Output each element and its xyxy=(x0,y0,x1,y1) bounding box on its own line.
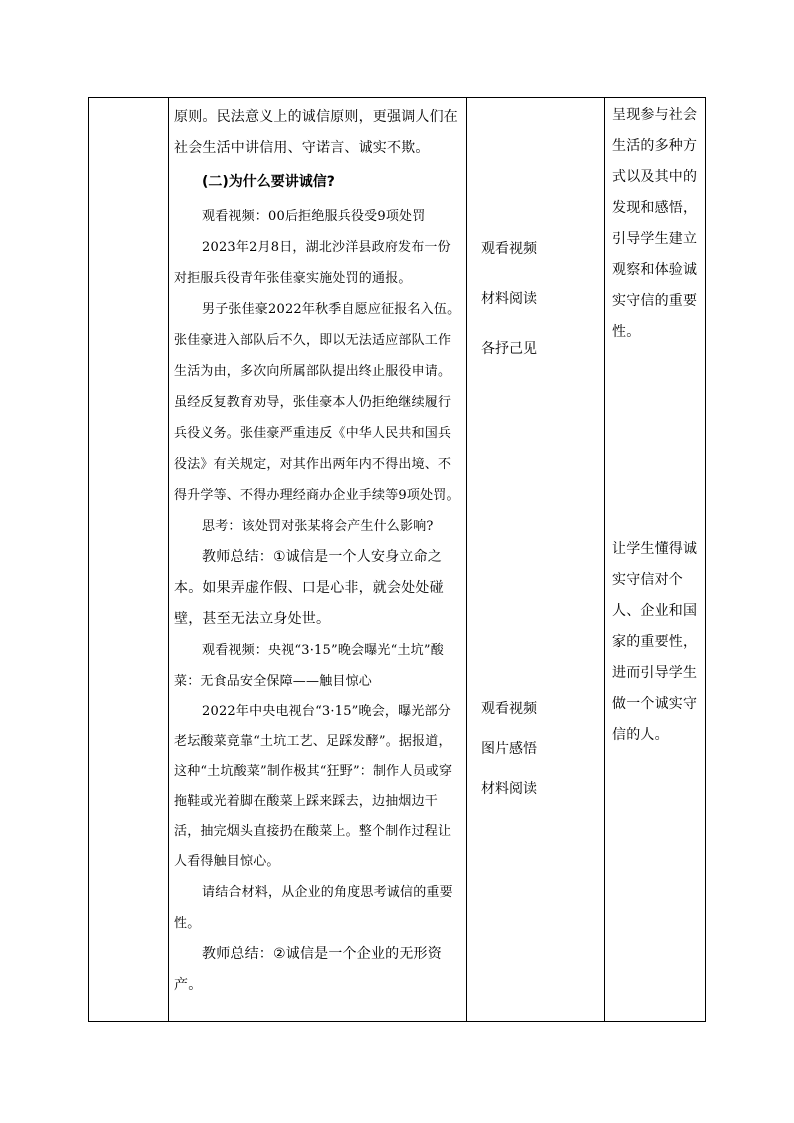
activity-item: 图片感悟 xyxy=(481,741,537,757)
video1-title: 观看视频：00后拒绝服兵役受9项处罚 xyxy=(202,209,426,224)
design-intent-2: 让学生懂得诚实守信对个人、企业和国家的重要性，进而引导学生做一个诚实守信的人。 xyxy=(612,541,698,743)
section-heading: (二)为什么要讲诚信? xyxy=(202,174,335,190)
design-intent-cell xyxy=(606,98,706,743)
activity-group-1 xyxy=(481,240,537,359)
activity-item: 观看视频 xyxy=(481,701,537,717)
teacher-summary-2: 教师总结：②诚信是一个企业的无形资产。 xyxy=(174,946,442,993)
lesson-table xyxy=(88,97,706,1022)
activity-item: 材料阅读 xyxy=(481,781,537,797)
intro-paragraph: 原则。民法意义上的诚信原则，更强调人们在社会生活中讲信用、守诺言、诚实不欺。 xyxy=(174,109,458,156)
teacher-summary-1: 教师总结：①诚信是一个人安身立命之本。如果弄虚作假、口是心非，就会处处碰壁，甚至无法立身处世。 xyxy=(174,549,444,627)
design-intent-1: 呈现参与社会生活的多种方式以及其中的发现和感悟，引导学生建立观察和体验诚实守信的重要性。 xyxy=(612,107,698,340)
activity-item: 材料阅读 xyxy=(481,291,537,307)
video1-paragraph-1: 2023年2月8日，湖北沙洋县政府发布一份对拒服兵役青年张佳豪实施处罚的通报。 xyxy=(174,240,451,286)
question-2: 请结合材料，从企业的角度思考诚信的重要性。 xyxy=(174,885,453,931)
video1-paragraph-2: 男子张佳豪2022年秋季自愿应征报名入伍。张佳豪进入部队后不久，即以无法适应部队工作生活为由，多次向所属部队提出终止服役申请。虽经反复教育劝导，张佳豪本人仍拒绝继续履行兵役义务。张佳豪严重违反《中华人民共和国兵役法》有关规定，对其作出两年内不得出境、不得升学等、不得办理经商办企业手续等9项处罚。 xyxy=(174,302,461,503)
activity-item: 观看视频 xyxy=(481,241,537,257)
column-divider xyxy=(466,98,467,1021)
student-activity-cell xyxy=(475,98,605,797)
activity-group-2 xyxy=(481,700,537,799)
teaching-content-cell xyxy=(169,98,465,1001)
video2-paragraph: 2022年中央电视台“3·15”晚会，曝光部分老坛酸菜竟靠“土坑工艺、足踩发酵”。据报道，这种“土坑酸菜”制作极其“狂野”：制作人员或穿拖鞋或光着脚在酸菜上踩来踩去，边抽烟边干活，抽完烟头直接扔在酸菜上。整个制作过程让人看得触目惊心。 xyxy=(174,704,453,869)
activity-item: 各抒己见 xyxy=(481,341,537,357)
question-1: 思考：该处罚对张某将会产生什么影响? xyxy=(202,519,434,534)
video2-title: 观看视频：央视“3·15”晚会曝光“土坑”酸菜：无食品安全保障——触目惊心 xyxy=(174,643,444,689)
